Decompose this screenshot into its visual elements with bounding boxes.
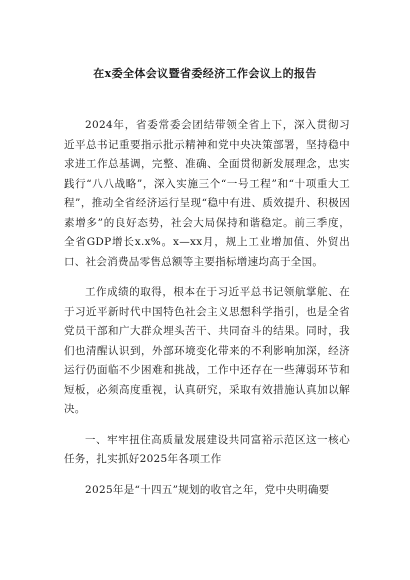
section-heading-one: 一、牢牢扭住高质量发展建设共同富裕示范区这一核心任务，扎实抓好2025年各项工作 bbox=[64, 433, 350, 465]
paragraph-intro: 2024年，省委常委会团结带领全省上下，深入贯彻习近平总书记重要指示批示精神和党中央决策部署，坚持稳中求进工作总基调，完整、准确、全面贯彻新发展理念，忠实践行“八八战略”，深入实施三个“一号工程”和“十项重大工程”，推动全省经济运行呈现“稳中有进、质效提升、积极因素增多”的良好态势，社会大局保持和谐稳定。前三季度，全省GDP增长x.x%。x—xx月，规上工业增加值、外贸出口、社会消费品零售总额等主要指标增速均高于全国。 bbox=[64, 119, 350, 268]
document-body bbox=[64, 116, 350, 511]
paragraph-achievements: 工作成绩的取得，根本在于习近平总书记领航掌舵、在于习近平新时代中国特色社会主义思想科学指引，也是全省党员干部和广大群众埋头苦干、共同奋斗的结果。同时，我们也清醒认识到，外部环境变化带来的不利影响加深，经济运行仍面临不少困难和挑战，工作中还存在一些薄弱环节和短板，必须高度重视，认真研究，采取有效措施认真加以解决。 bbox=[64, 286, 350, 415]
document-title: 在x委全体会议暨省委经济工作会议上的报告 bbox=[93, 67, 317, 80]
paragraph-2025-plan: 2025年是“十四五”规划的收官之年，党中央明确要 bbox=[85, 483, 330, 496]
